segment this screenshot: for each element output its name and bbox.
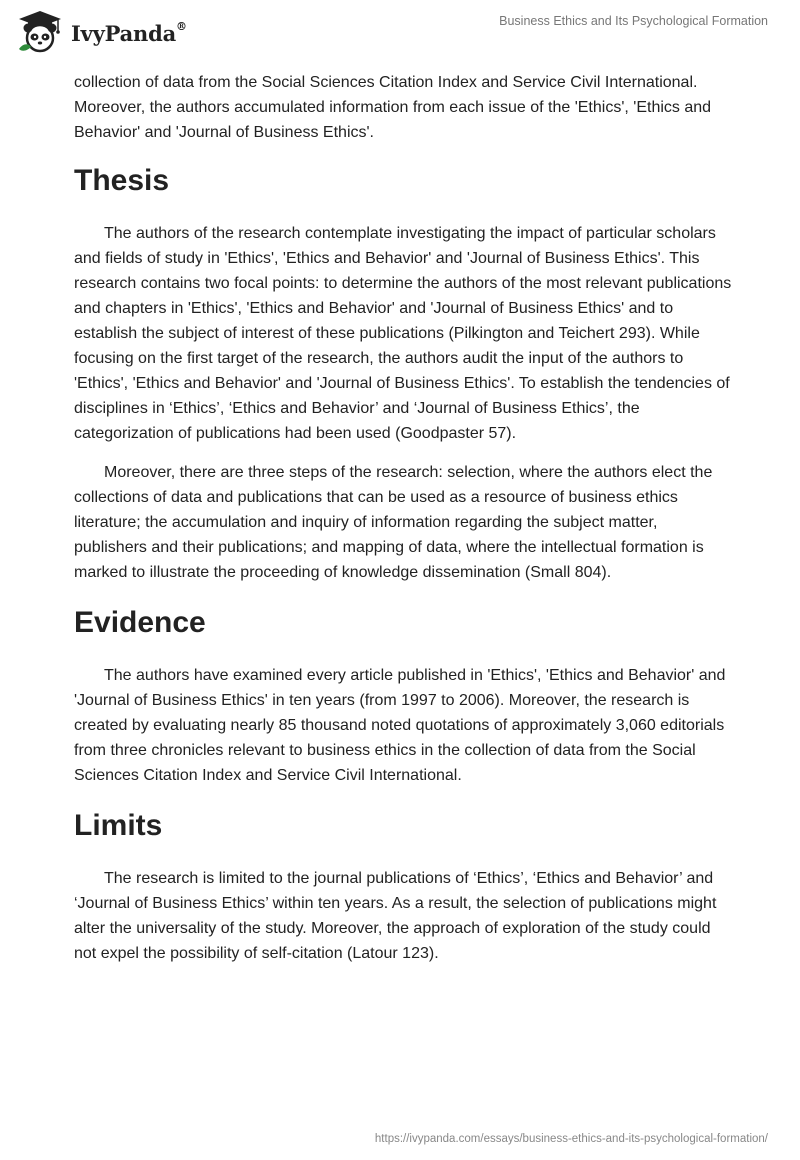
brand-name: IvyPanda®: [71, 19, 187, 46]
document-title: Business Ethics and Its Psychological Formation: [499, 14, 768, 28]
limits-paragraph-1: The research is limited to the journal publications of ‘Ethics’, ‘Ethics and Behavior’ and ‘Journal of Business Ethics’ within ten years. As a result, the selection of publications might alter the universality of the study. Moreover, the approach of exploration of the study could not expel the possibility of self-citation (Latour 123).: [74, 870, 717, 962]
evidence-paragraph-1: The authors have examined every article published in 'Ethics', 'Ethics and Behavior' and 'Journal of Business Ethics' in ten years (from 1997 to 2006). Moreover, the research is created by evaluating nearly 85 thousand noted quotations of approximately 3,060 editorials from three chronicles relevant to business ethics in the collection of data from the Social Sciences Citation Index and Service Civil International.: [74, 667, 726, 784]
essay-body: [74, 70, 734, 980]
source-url[interactable]: https://ivypanda.com/essays/business-ethics-and-its-psychological-formation/: [374, 1133, 768, 1145]
panda-graduation-cap-icon: [15, 9, 65, 55]
intro-paragraph: collection of data from the Social Sciences Citation Index and Service Civil International. Moreover, the authors accumulated information from each issue of the 'Ethics', 'Ethics and Behavior' and 'Journal of Business Ethics'.: [74, 74, 712, 141]
thesis-paragraph-1: The authors of the research contemplate investigating the impact of particular scholars and fields of study in 'Ethics', 'Ethics and Behavior' and 'Journal of Business Ethics'. This research contains two focal points: to determine the authors of the most relevant publications and chapters in 'Ethics', 'Ethics and Behavior' and 'Journal of Business Ethics' and to establish the subject of interest of these publications (Pilkington and Teichert 293). While focusing on the first target of the research, the authors audit the input of the authors to 'Ethics', 'Ethics and Behavior' and 'Journal of Business Ethics'. To establish the tendencies of disciplines in ‘Ethics’, ‘Ethics and Behavior’ and ‘Journal of Business Ethics’, the categorization of publications had been used (Goodpaster 57).: [74, 225, 732, 442]
page-header: [0, 0, 800, 70]
limits-heading: Limits: [74, 809, 163, 842]
thesis-heading: Thesis: [74, 164, 170, 197]
thesis-paragraph-2: Moreover, there are three steps of the research: selection, where the authors elect the collections of data and publications that can be used as a resource of business ethics literature; the accumulation and inquiry of information regarding the subject matter, publishers and their publications; and mapping of data, where the intellectual formation is marked to illustrate the proceeding of knowledge dissemination (Small 804).: [74, 464, 713, 581]
evidence-heading: Evidence: [74, 606, 206, 639]
ivypanda-logo[interactable]: [15, 9, 187, 55]
registered-mark: ®: [176, 19, 187, 33]
